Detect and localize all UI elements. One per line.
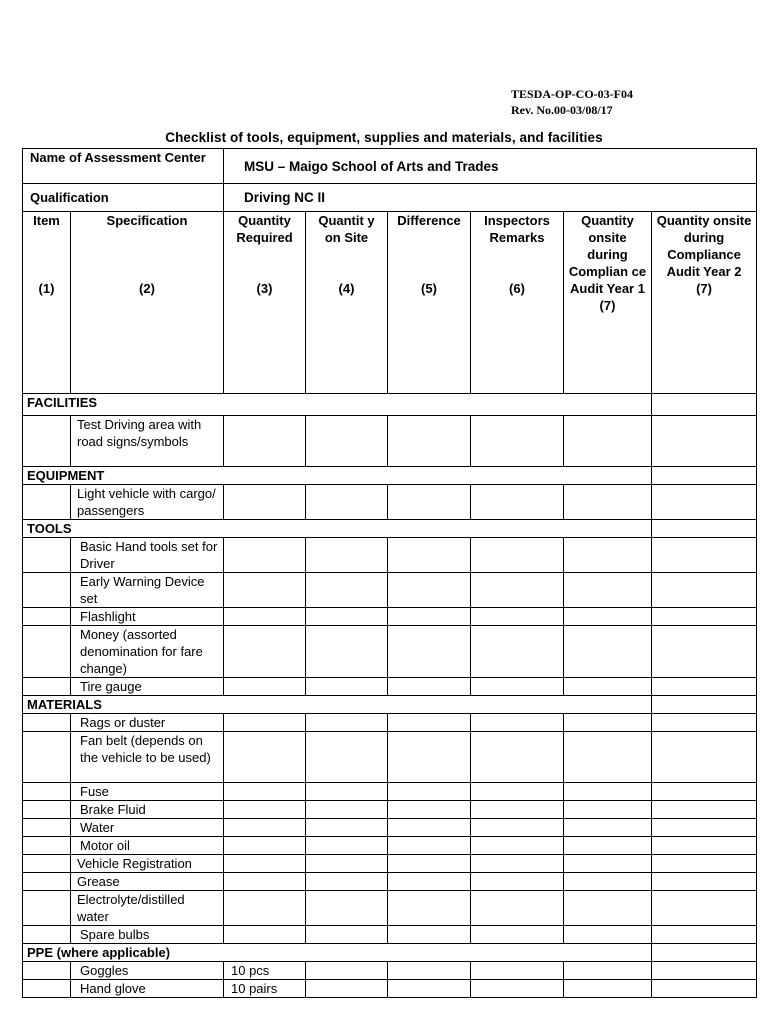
empty-cell [388, 485, 471, 520]
item-cell [23, 855, 71, 873]
specification-cell: Fuse [71, 783, 224, 801]
empty-cell [306, 485, 388, 520]
specification-cell: Basic Hand tools set for Driver [71, 538, 224, 573]
section-header-row [23, 696, 757, 714]
empty-cell [471, 926, 564, 944]
specification-cell: Tire gauge [71, 678, 224, 696]
item-cell [23, 891, 71, 926]
empty-cell [306, 819, 388, 837]
empty-cell [388, 819, 471, 837]
checklist-row [23, 837, 757, 855]
empty-cell [388, 626, 471, 678]
empty-cell [564, 732, 652, 783]
empty-cell [306, 855, 388, 873]
empty-cell [652, 485, 757, 520]
empty-cell [652, 538, 757, 573]
section-header-blank [652, 467, 757, 485]
quantity-required-cell [224, 837, 306, 855]
specification-cell: Test Driving area with road signs/symbols [71, 416, 224, 467]
empty-cell [652, 855, 757, 873]
quantity-required-cell [224, 855, 306, 873]
empty-cell [471, 714, 564, 732]
specification-cell: Early Warning Device set [71, 573, 224, 608]
specification-cell: Flashlight [71, 608, 224, 626]
empty-cell [471, 626, 564, 678]
checklist-row [23, 714, 757, 732]
empty-cell [564, 837, 652, 855]
empty-cell [652, 416, 757, 467]
empty-cell [652, 837, 757, 855]
section-header-row [23, 467, 757, 485]
checklist-row [23, 416, 757, 467]
checklist-table [22, 148, 757, 998]
checklist-row [23, 819, 757, 837]
section-name: FACILITIES [23, 394, 652, 416]
empty-cell [471, 732, 564, 783]
specification-cell: Grease [71, 873, 224, 891]
empty-cell [306, 626, 388, 678]
empty-cell [306, 573, 388, 608]
specification-cell: Hand glove [71, 980, 224, 998]
column-header: Item (1) [23, 212, 71, 394]
sections-body [23, 394, 757, 998]
checklist-row [23, 608, 757, 626]
empty-cell [388, 538, 471, 573]
quantity-required-cell [224, 926, 306, 944]
quantity-required-cell: 10 pairs [224, 980, 306, 998]
quantity-required-cell [224, 801, 306, 819]
column-header: Quantity Required (3) [224, 212, 306, 394]
empty-cell [652, 732, 757, 783]
empty-cell [388, 732, 471, 783]
item-cell [23, 678, 71, 696]
quantity-required-cell [224, 485, 306, 520]
specification-cell: Goggles [71, 962, 224, 980]
section-header-blank [652, 944, 757, 962]
quantity-required-cell: 10 pcs [224, 962, 306, 980]
checklist-row [23, 783, 757, 801]
document-code-block [511, 86, 633, 118]
empty-cell [306, 962, 388, 980]
column-header: Specification (2) [71, 212, 224, 394]
empty-cell [652, 678, 757, 696]
form-code: TESDA-OP-CO-03-F04 [511, 87, 633, 101]
checklist-row [23, 962, 757, 980]
assessment-center-row [23, 149, 757, 184]
page-title: Checklist of tools, equipment, supplies and materials, and facilities [165, 130, 603, 145]
checklist-row [23, 626, 757, 678]
item-cell [23, 485, 71, 520]
section-header-row [23, 394, 757, 416]
item-cell [23, 714, 71, 732]
section-name: TOOLS [23, 520, 652, 538]
empty-cell [388, 801, 471, 819]
empty-cell [471, 573, 564, 608]
empty-cell [388, 416, 471, 467]
empty-cell [388, 873, 471, 891]
empty-cell [652, 962, 757, 980]
empty-cell [471, 485, 564, 520]
quantity-required-cell [224, 626, 306, 678]
empty-cell [564, 819, 652, 837]
specification-cell: Fan belt (depends on the vehicle to be used) [71, 732, 224, 783]
empty-cell [564, 678, 652, 696]
empty-cell [564, 416, 652, 467]
empty-cell [652, 573, 757, 608]
column-header: Difference (5) [388, 212, 471, 394]
checklist-row [23, 732, 757, 783]
revision-number: Rev. No.00-03/08/17 [511, 103, 613, 117]
qualification-label: Qualification [23, 184, 224, 212]
section-header-blank [652, 696, 757, 714]
empty-cell [564, 891, 652, 926]
empty-cell [471, 608, 564, 626]
checklist-row [23, 873, 757, 891]
empty-cell [306, 416, 388, 467]
section-header-blank [652, 394, 757, 416]
section-header-row [23, 944, 757, 962]
empty-cell [388, 837, 471, 855]
item-cell [23, 416, 71, 467]
item-cell [23, 801, 71, 819]
empty-cell [306, 732, 388, 783]
section-name: PPE (where applicable) [23, 944, 652, 962]
checklist-row [23, 801, 757, 819]
empty-cell [471, 801, 564, 819]
empty-cell [471, 678, 564, 696]
empty-cell [471, 962, 564, 980]
checklist-row [23, 855, 757, 873]
empty-cell [471, 980, 564, 998]
empty-cell [471, 538, 564, 573]
empty-cell [306, 926, 388, 944]
empty-cell [564, 873, 652, 891]
quantity-required-cell [224, 538, 306, 573]
empty-cell [564, 980, 652, 998]
qualification-value: Driving NC II [224, 184, 757, 212]
empty-cell [306, 714, 388, 732]
specification-cell: Spare bulbs [71, 926, 224, 944]
empty-cell [306, 801, 388, 819]
checklist-row [23, 891, 757, 926]
quantity-required-cell [224, 678, 306, 696]
qualification-row [23, 184, 757, 212]
empty-cell [471, 891, 564, 926]
specification-cell: Motor oil [71, 837, 224, 855]
column-header-row [23, 212, 757, 394]
item-cell [23, 819, 71, 837]
quantity-required-cell [224, 891, 306, 926]
empty-cell [564, 538, 652, 573]
checklist-row [23, 538, 757, 573]
specification-cell: Vehicle Registration [71, 855, 224, 873]
empty-cell [652, 891, 757, 926]
empty-cell [306, 980, 388, 998]
item-cell [23, 873, 71, 891]
empty-cell [471, 837, 564, 855]
item-cell [23, 837, 71, 855]
empty-cell [564, 714, 652, 732]
empty-cell [306, 608, 388, 626]
empty-cell [471, 783, 564, 801]
column-header: Inspectors Remarks (6) [471, 212, 564, 394]
empty-cell [306, 678, 388, 696]
empty-cell [564, 783, 652, 801]
empty-cell [564, 485, 652, 520]
empty-cell [564, 962, 652, 980]
checklist-row [23, 926, 757, 944]
empty-cell [306, 891, 388, 926]
quantity-required-cell [224, 714, 306, 732]
empty-cell [564, 855, 652, 873]
quantity-required-cell [224, 783, 306, 801]
quantity-required-cell [224, 416, 306, 467]
empty-cell [388, 855, 471, 873]
item-cell [23, 608, 71, 626]
empty-cell [564, 801, 652, 819]
empty-cell [564, 626, 652, 678]
item-cell [23, 538, 71, 573]
empty-cell [388, 962, 471, 980]
specification-cell: Brake Fluid [71, 801, 224, 819]
empty-cell [652, 980, 757, 998]
quantity-required-cell [224, 608, 306, 626]
section-header-blank [652, 520, 757, 538]
empty-cell [652, 714, 757, 732]
empty-cell [388, 714, 471, 732]
item-cell [23, 926, 71, 944]
empty-cell [652, 801, 757, 819]
empty-cell [388, 980, 471, 998]
section-name: EQUIPMENT [23, 467, 652, 485]
quantity-required-cell [224, 819, 306, 837]
item-cell [23, 573, 71, 608]
column-header: Quantity onsite during Complian ce Audit Year 1 (7) [564, 212, 652, 394]
checklist-row [23, 678, 757, 696]
checklist-row [23, 485, 757, 520]
empty-cell [306, 873, 388, 891]
empty-cell [564, 926, 652, 944]
item-cell [23, 783, 71, 801]
empty-cell [471, 416, 564, 467]
empty-cell [388, 573, 471, 608]
empty-cell [564, 608, 652, 626]
checklist-row [23, 980, 757, 998]
assessment-center-label: Name of Assessment Center [23, 149, 224, 184]
quantity-required-cell [224, 573, 306, 608]
quantity-required-cell [224, 873, 306, 891]
empty-cell [652, 608, 757, 626]
section-header-row [23, 520, 757, 538]
empty-cell [306, 538, 388, 573]
column-header: Quantity onsite during Compliance Audit Year 2 (7) [652, 212, 757, 394]
specification-cell: Light vehicle with cargo/ passengers [71, 485, 224, 520]
empty-cell [471, 873, 564, 891]
empty-cell [388, 608, 471, 626]
empty-cell [652, 873, 757, 891]
empty-cell [388, 678, 471, 696]
specification-cell: Rags or duster [71, 714, 224, 732]
empty-cell [652, 819, 757, 837]
empty-cell [388, 926, 471, 944]
empty-cell [388, 891, 471, 926]
specification-cell: Water [71, 819, 224, 837]
specification-cell: Money (assorted denomination for fare change) [71, 626, 224, 678]
checklist-row [23, 573, 757, 608]
specification-cell: Electrolyte/distilled water [71, 891, 224, 926]
column-header: Quantit y on Site (4) [306, 212, 388, 394]
item-cell [23, 980, 71, 998]
empty-cell [471, 819, 564, 837]
item-cell [23, 732, 71, 783]
empty-cell [652, 926, 757, 944]
empty-cell [652, 783, 757, 801]
section-name: MATERIALS [23, 696, 652, 714]
empty-cell [471, 855, 564, 873]
empty-cell [652, 626, 757, 678]
quantity-required-cell [224, 732, 306, 783]
item-cell [23, 962, 71, 980]
assessment-center-value: MSU – Maigo School of Arts and Trades [224, 149, 757, 184]
empty-cell [306, 837, 388, 855]
empty-cell [564, 573, 652, 608]
empty-cell [306, 783, 388, 801]
empty-cell [388, 783, 471, 801]
item-cell [23, 626, 71, 678]
